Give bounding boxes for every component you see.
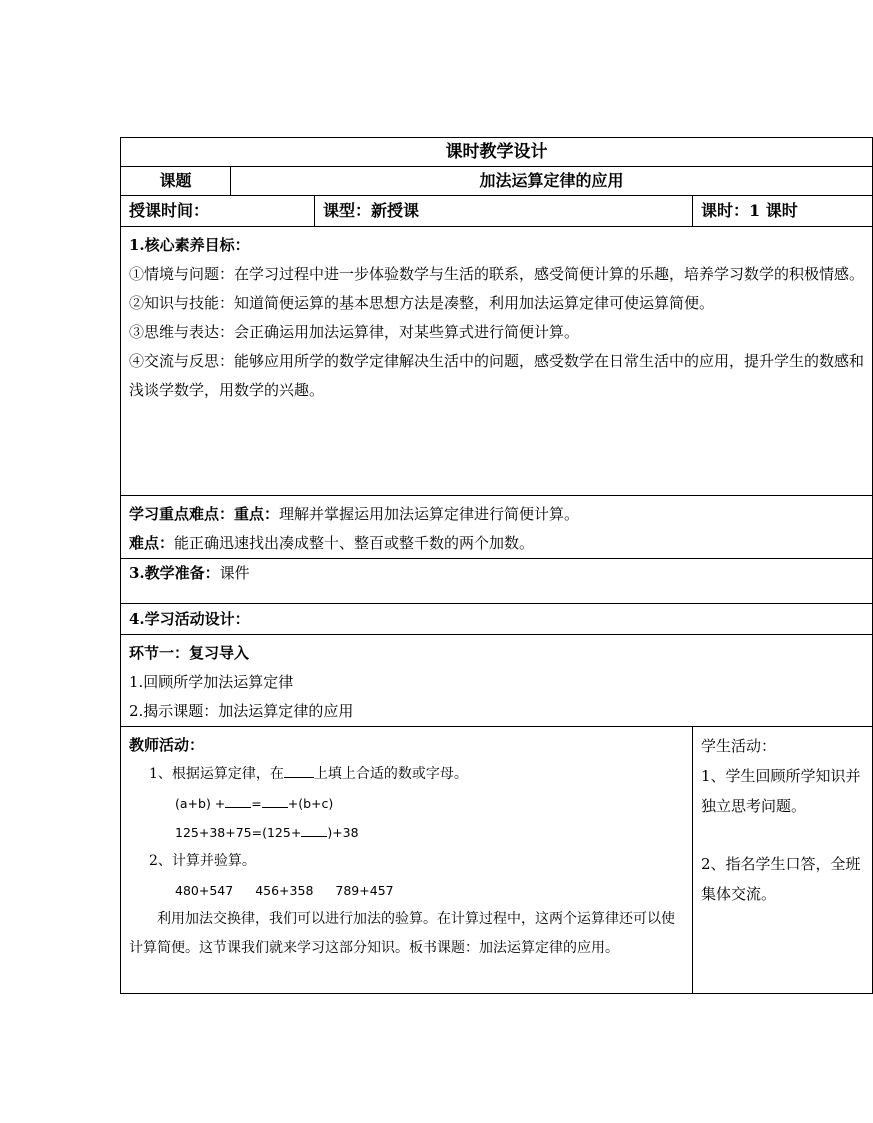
teacher-activity xyxy=(121,727,693,994)
link1-item: 2.揭示课题：加法运算定律的应用 xyxy=(129,702,354,720)
teacher-q1: 1、根据运算定律，在 上填上合适的数或字母。 xyxy=(149,766,468,782)
topic-value: 加法运算定律的应用 xyxy=(231,167,873,196)
formula-2: 125+38+75=(125+ )+38 xyxy=(175,825,359,840)
key-point: 理解并掌握运用加法运算定律进行简便计算。 xyxy=(279,505,580,523)
teacher-q2: 2、计算并验算。 xyxy=(149,853,256,869)
key-label: 学习重点难点：重点： xyxy=(129,505,280,523)
student-activity xyxy=(693,727,873,994)
teacher-heading: 教师活动： xyxy=(129,736,205,754)
link1-item: 1.回顾所学加法运算定律 xyxy=(129,673,294,691)
time-label: 授课时间： xyxy=(121,196,315,227)
lesson-type: 课型：新授课 xyxy=(315,196,693,227)
difficulty-point: 能正确迅速找出凑成整十、整百或整千数的两个加数。 xyxy=(174,534,535,552)
prep-label: 3.教学准备： xyxy=(129,564,220,582)
goals-section xyxy=(121,227,873,496)
lesson-hours: 课时：1 课时 xyxy=(693,196,873,227)
prep-value: 课件 xyxy=(219,564,250,582)
lesson-plan-table xyxy=(120,137,873,994)
link1-heading: 环节一：复习导入 xyxy=(129,644,250,662)
link1-section xyxy=(121,635,873,727)
prep-section xyxy=(121,559,873,604)
document-title: 课时教学设计 xyxy=(121,138,873,167)
student-item: 2、指名学生口答，全班集体交流。 xyxy=(701,855,861,903)
student-heading: 学生活动： xyxy=(701,737,777,755)
teacher-paragraph: 利用加法交换律，我们可以进行加法的验算。在计算过程中，这两个运算律还可以使计算简便。这节课我们就来学习这部分知识。板书课题：加法运算定律的应用。 xyxy=(129,911,675,956)
design-heading: 4.学习活动设计： xyxy=(121,604,873,635)
goals-heading: 1.核心素养目标： xyxy=(129,236,250,254)
goal-item: ②知识与技能：知道简便运算的基本思想方法是凑整，利用加法运算定律可使运算简便。 xyxy=(129,294,715,312)
formula-1: (a+b) + = +(b+c) xyxy=(175,796,334,811)
calc-row: 480+547 456+358 789+457 xyxy=(175,883,394,898)
topic-label: 课题 xyxy=(121,167,231,196)
difficulty-label: 难点： xyxy=(129,534,175,552)
goal-item: ④交流与反思：能够应用所学的数学定律解决生活中的问题，感受数学在日常生活中的应用，提升学生的数感和浅谈学数学，用数学的兴趣。 xyxy=(129,352,865,399)
goal-item: ①情境与问题：在学习过程中进一步体验数学与生活的联系，感受简便计算的乐趣，培养学习数学的积极情感。 xyxy=(129,265,865,283)
goal-item: ③思维与表达：会正确运用加法运算律，对某些算式进行简便计算。 xyxy=(129,323,580,341)
key-points-section xyxy=(121,496,873,559)
lesson-plan xyxy=(120,137,865,994)
student-item: 1、学生回顾所学知识并独立思考问题。 xyxy=(701,767,861,815)
